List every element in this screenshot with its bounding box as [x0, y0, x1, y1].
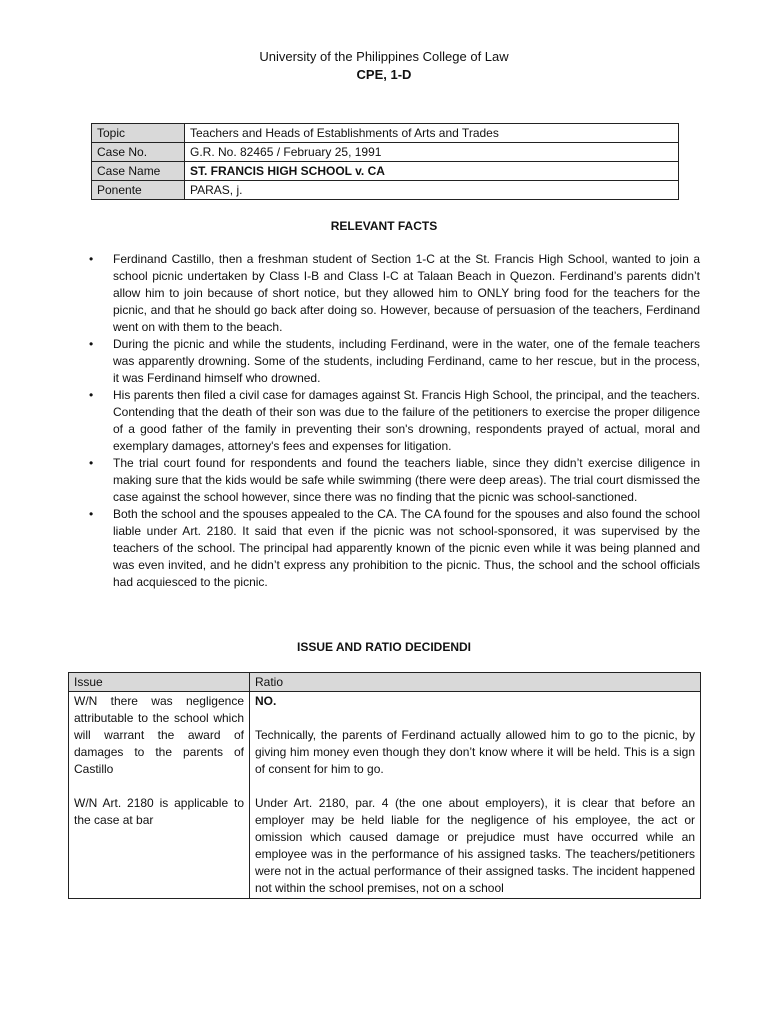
bullet-icon: •: [89, 388, 94, 402]
case-info-key: Case No.: [92, 143, 185, 162]
issue-ratio-table: [68, 672, 701, 899]
ratio-text: Under Art. 2180, par. 4 (the one about employers), it is clear that before an employer may be held liable for the negligence of his employee, the act or omission which caused damage or prejudice must have occurred while an employee was in the performance of his assigned tasks. The teachers/petitioners were not in the actual performance of their assigned tasks. The incident happened not within the school premises, not on a school: [255, 796, 695, 895]
bullet-icon: •: [89, 337, 94, 351]
document-header: [0, 48, 768, 84]
case-info-value: PARAS, j.: [185, 181, 679, 200]
case-info-key: Topic: [92, 124, 185, 143]
spacer: [255, 710, 695, 727]
university-name: University of the Philippines College of Law: [259, 49, 509, 64]
ratio-column-header: Ratio: [250, 673, 701, 692]
fact-text: The trial court found for respondents and found the teachers liable, since they didn’t exercise diligence in making sure that the kids would be safe while swimming (there were deep areas). The trial court dismissed the case against the school however, since there was no finding that the picnic was school-sanctioned.: [113, 456, 700, 504]
fact-text: During the picnic and while the students, including Ferdinand, were in the water, one of the female teachers was apparently drowning. Some of the students, including Ferdinand, came to her rescue, but in the process, it was Ferdinand himself who drowned.: [113, 337, 700, 385]
case-info-key: Case Name: [92, 162, 185, 181]
issue-text: W/N Art. 2180 is applicable to the case at bar: [74, 796, 244, 827]
fact-text: His parents then filed a civil case for damages against St. Francis High School, the principal, and the teachers. Contending that the death of their son was due to the failure of the petitioners to exercise the proper diligence of a good father of the family in preventing their son's drowning, respondents prayed of actual, moral and exemplary damages, attorney's fees and expenses for litigation.: [113, 388, 700, 453]
case-info-row: [92, 143, 679, 162]
case-info-row: [92, 124, 679, 143]
case-info-row: [92, 162, 679, 181]
ratio-text: Technically, the parents of Ferdinand actually allowed him to go to the picnic, by giving him money even though they don’t know where it will be held. This is a sign of consent for him to go.: [255, 728, 695, 776]
list-item: [88, 336, 700, 387]
issue-text: W/N there was negligence attributable to the school which will warrant the award of damages to the parents of Castillo: [74, 694, 244, 776]
case-info-table: [91, 123, 679, 200]
bullet-icon: •: [89, 456, 94, 470]
fact-text: Both the school and the spouses appealed to the CA. The CA found for the spouses and also found the school liable under Art. 2180. It said that even if the picnic was not school-sponsored, it was supervised by the teachers of the school. The principal had apparently known of the picnic even while it was being planned and was even invited, and he didn’t express any prohibition to the picnic. Thus, the school and the school officials had acquiesced to the picnic.: [113, 507, 700, 589]
list-item: [88, 506, 700, 591]
issue-cell: [69, 692, 250, 899]
ratio-cell: [250, 692, 701, 899]
spacer: [74, 778, 244, 795]
bullet-icon: •: [89, 507, 94, 521]
list-item: [88, 251, 700, 336]
issue-column-header: Issue: [69, 673, 250, 692]
case-info-row: [92, 181, 679, 200]
facts-list: [88, 251, 700, 591]
fact-text: Ferdinand Castillo, then a freshman student of Section 1-C at the St. Francis High School, wanted to join a school picnic undertaken by Class I-B and Class I-C at Talaan Beach in Quezon. Ferdinand’s parents didn’t allow him to join because of short notice, but they allowed him to ONLY bring food for the teachers for the picnic, and that he should go back after doing so. However, because of persuasion of the teachers, Ferdinand went on with them to the beach.: [113, 252, 700, 334]
case-info-key: Ponente: [92, 181, 185, 200]
list-item: [88, 387, 700, 455]
table-header-row: [69, 673, 701, 692]
class-section: CPE, 1-D: [356, 67, 412, 82]
table-row: [69, 692, 701, 899]
list-item: [88, 455, 700, 506]
issue-ratio-heading: ISSUE AND RATIO DECIDENDI: [296, 640, 471, 654]
case-info-value: G.R. No. 82465 / February 25, 1991: [185, 143, 679, 162]
bullet-icon: •: [89, 252, 94, 266]
relevant-facts-heading: RELEVANT FACTS: [330, 219, 438, 233]
spacer: [255, 778, 695, 795]
ratio-answer: NO.: [255, 694, 277, 708]
case-info-value: ST. FRANCIS HIGH SCHOOL v. CA: [185, 162, 679, 181]
case-info-value: Teachers and Heads of Establishments of Arts and Trades: [185, 124, 679, 143]
